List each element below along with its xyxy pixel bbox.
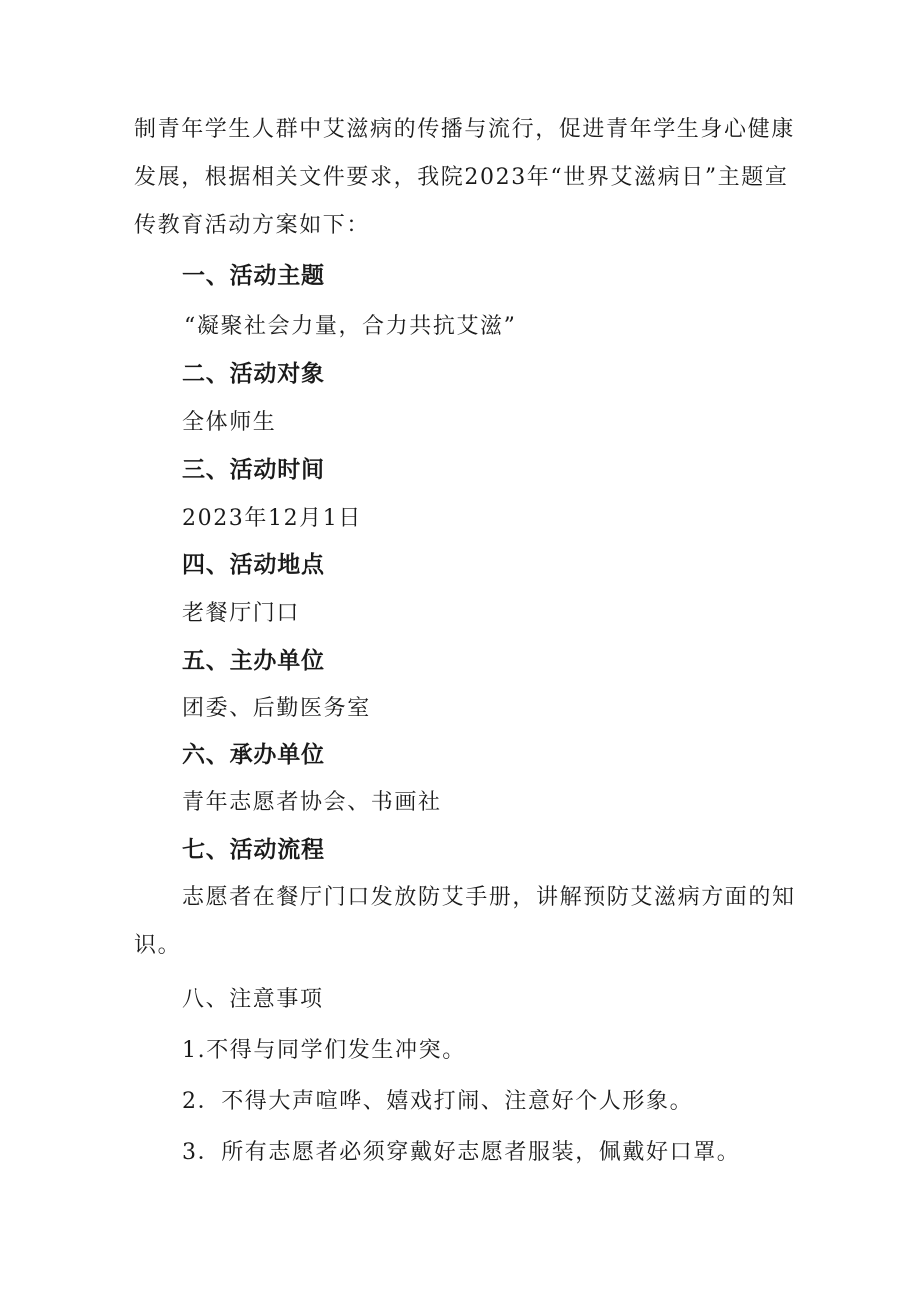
section-content-location: 老餐厅门口 <box>182 601 301 626</box>
section-heading-host: 五、主办单位 <box>182 648 325 674</box>
section-content-process-line-1: 志愿者在餐厅门口发放防艾手册，讲解预防艾滋病方面的知 <box>182 885 796 910</box>
section-content-time: 2023年12月1日 <box>182 506 362 531</box>
section-content-host: 团委、后勤医务室 <box>182 696 371 721</box>
section-heading-audience: 二、活动对象 <box>182 361 325 387</box>
intro-line-3: 传教育活动方案如下： <box>134 213 371 238</box>
section-heading-process: 七、活动流程 <box>182 837 325 863</box>
section-content-organizer: 青年志愿者协会、书画社 <box>182 790 442 815</box>
section-heading-location: 四、活动地点 <box>182 552 325 578</box>
note-item-3: 3．所有志愿者必须穿戴好志愿者服装，佩戴好口罩。 <box>182 1140 741 1165</box>
notes-heading: 八、注意事项 <box>182 987 324 1012</box>
note-item-1: 1.不得与同学们发生冲突。 <box>182 1038 466 1063</box>
section-heading-time: 三、活动时间 <box>182 457 325 483</box>
section-heading-theme: 一、活动主题 <box>182 263 325 289</box>
intro-line-2: 发展，根据相关文件要求，我院2023年“世界艾滋病日”主题宣 <box>134 165 789 190</box>
section-heading-organizer: 六、承办单位 <box>182 742 325 768</box>
section-content-audience: 全体师生 <box>182 410 277 435</box>
section-content-process-line-2: 识。 <box>134 933 182 958</box>
intro-line-1: 制青年学生人群中艾滋病的传播与流行，促进青年学生身心健康 <box>134 117 795 142</box>
section-content-theme: “凝聚社会力量，合力共抗艾滋” <box>184 314 517 339</box>
note-item-2: 2．不得大声喧哗、嬉戏打闹、注意好个人形象。 <box>182 1089 694 1114</box>
